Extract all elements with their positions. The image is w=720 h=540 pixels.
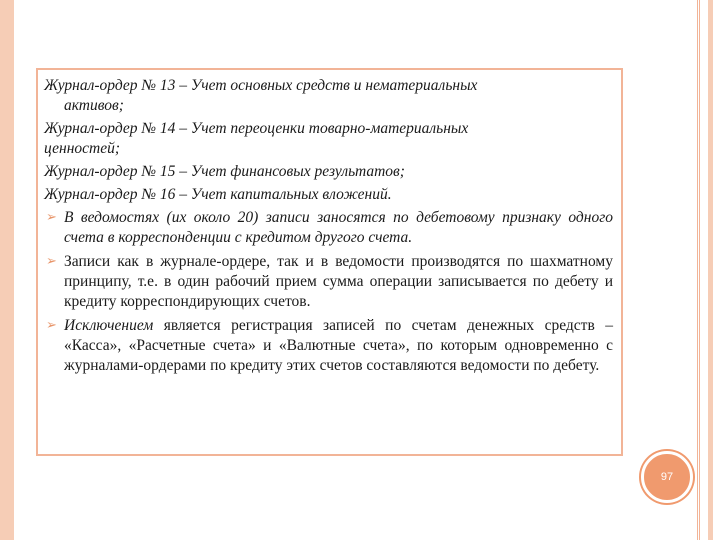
journal-item-13 xyxy=(44,76,613,116)
journal-item-14 xyxy=(44,119,613,159)
journal-line-cont: ценностей; xyxy=(44,140,121,157)
bullet-item-2 xyxy=(44,252,613,312)
page-number-badge xyxy=(641,451,693,503)
bullet-item-3 xyxy=(44,316,613,376)
journal-item-16 xyxy=(44,185,613,205)
journal-item-15 xyxy=(44,162,613,182)
arrow-right-icon: ➢ xyxy=(46,254,57,269)
right-decorative-stripe xyxy=(697,0,720,540)
journal-line: Журнал-ордер № 13 – Учет основных средств и нематериальных xyxy=(44,77,478,94)
bullet-item-1 xyxy=(44,208,613,248)
bullet-text: Записи как в журнале-ордере, так и в ведомости производятся по шахматному принципу, т.е. в один рабочий прием сумма операции записывается по дебету и кредиту корреспондирующих счетов. xyxy=(64,253,613,310)
page-number: 97 xyxy=(660,471,674,483)
arrow-right-icon: ➢ xyxy=(46,210,57,225)
bullet-lead: Исключением xyxy=(64,317,154,334)
journal-line: Журнал-ордер № 16 – Учет капитальных вложений. xyxy=(44,186,392,203)
bullet-text: В ведомостях (их около 20) записи заносятся по дебетовому признаку одного счета в корреспонденции с кредитом другого счета. xyxy=(64,209,613,246)
arrow-right-icon: ➢ xyxy=(46,318,57,333)
slide-content-box xyxy=(36,68,623,456)
bullet-text: является регистрация записей по счетам денежных средств – «Касса», «Расчетные счета» и «Валютные счета», по которым одновременно с журналами-ордерами по кредиту этих счетов составляются ведомости по дебету. xyxy=(64,317,613,374)
journal-line: Журнал-ордер № 15 – Учет финансовых результатов; xyxy=(44,163,405,180)
left-decorative-stripe xyxy=(0,0,14,540)
journal-line-cont: активов; xyxy=(64,97,124,114)
journal-line: Журнал-ордер № 14 – Учет переоценки товарно-материальных xyxy=(44,120,469,137)
